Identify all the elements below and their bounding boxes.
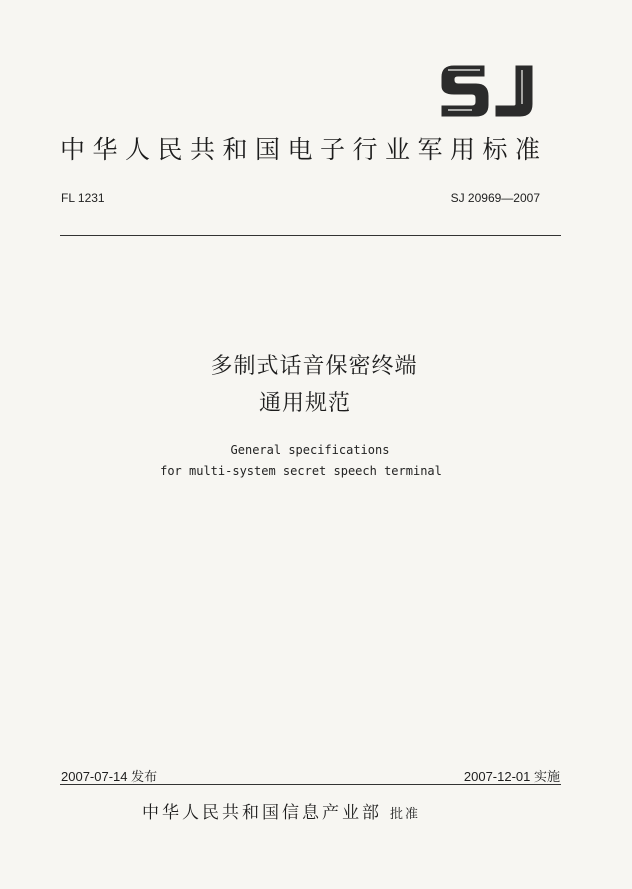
- issuer-name: 中华人民共和国信息产业部: [142, 803, 382, 823]
- title-english-line-1: General specifications: [230, 443, 390, 457]
- title-chinese-line-2: 通用规范: [258, 391, 351, 416]
- standard-category-heading: 中华人民共和国电子行业军用标准: [60, 135, 548, 164]
- issuing-authority: [142, 798, 420, 823]
- title-chinese-line-1: 多制式话音保密终端: [210, 354, 418, 379]
- sj-logo: [436, 60, 540, 122]
- effective-date: 2007-12-01 实施: [463, 769, 560, 784]
- header-divider: [60, 235, 561, 236]
- issue-date: 2007-07-14 发布: [61, 769, 158, 784]
- classification-code: FL 1231: [61, 191, 105, 205]
- footer-divider: [60, 784, 561, 785]
- title-english-line-2: for multi-system secret speech terminal: [160, 464, 442, 478]
- sj-logo-graphic: [436, 60, 540, 122]
- standard-number: SJ 20969—2007: [450, 191, 540, 205]
- approval-label: 批准: [390, 807, 421, 822]
